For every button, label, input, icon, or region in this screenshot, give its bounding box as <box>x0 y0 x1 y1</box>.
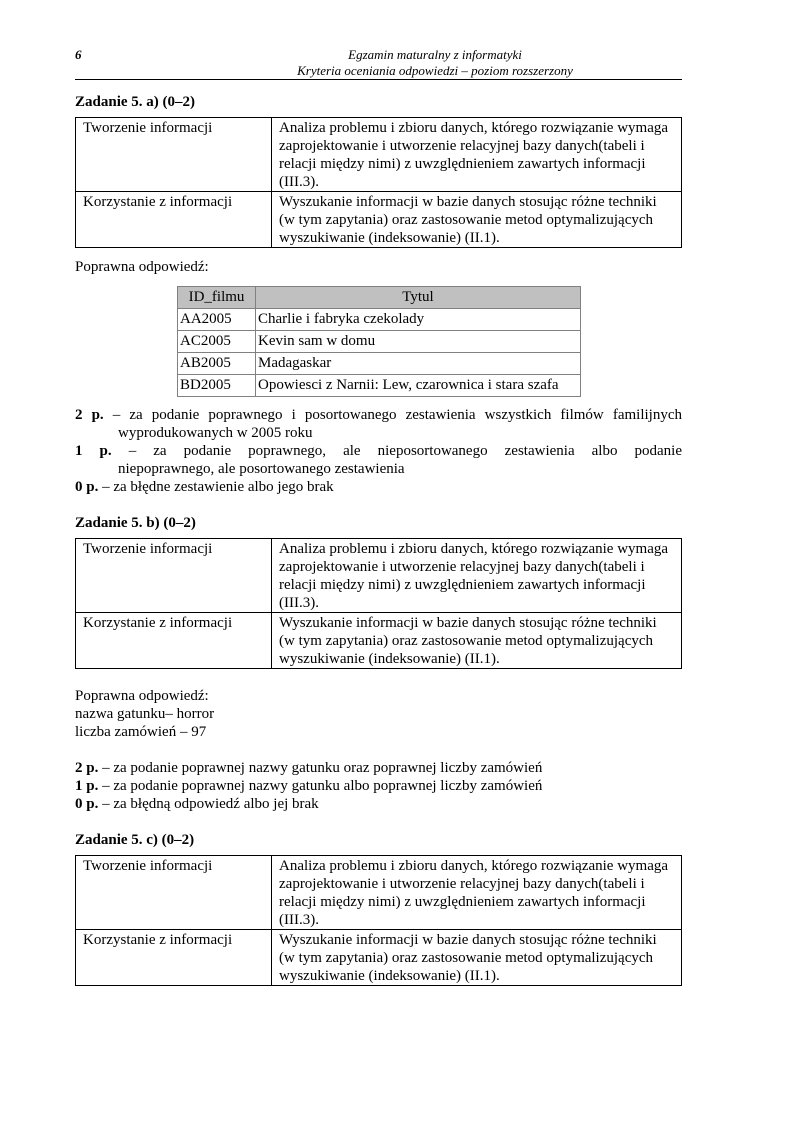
scoring-points: 0 p. <box>75 796 99 812</box>
page-content <box>75 93 682 986</box>
scoring-continuation: niepoprawnego, ale posortowanego zestawienia <box>118 461 405 477</box>
film-title: Charlie i fabryka czekolady <box>256 309 581 331</box>
criteria-label: Tworzenie informacji <box>76 118 272 192</box>
scoring-text: – za podanie poprawnego, ale nieposortowanego zestawienia albo podanie <box>111 443 683 459</box>
scoring-points: 0 p. <box>75 479 99 495</box>
answer-line: nazwa gatunku– horror <box>75 706 215 722</box>
table-row <box>178 331 581 353</box>
table-row <box>178 353 581 375</box>
scoring-item <box>75 759 682 777</box>
criteria-text: Wyszukanie informacji w bazie danych stosując różne techniki (w tym zapytania) oraz zastosowanie metod optymalizujących wyszukiwanie (indeksowanie) (II.1). <box>272 613 682 669</box>
scoring-text: – za błędne zestawienie albo jego brak <box>98 479 334 495</box>
task-title: Zadanie 5. b) (0–2) <box>75 515 196 531</box>
criteria-text: Analiza problemu i zbioru danych, którego rozwiązanie wymaga zaprojektowanie i utworzenie relacyjnej bazy danych(tabeli i relacji między nimi) z uwzględnieniem zawartych informacji (III.3). <box>272 118 682 192</box>
scoring-item <box>75 442 682 478</box>
film-id: AA2005 <box>178 309 256 331</box>
column-header-id: ID_filmu <box>178 287 256 309</box>
scoring-item <box>75 478 682 496</box>
criteria-row <box>76 930 682 986</box>
task-title: Zadanie 5. c) (0–2) <box>75 832 195 848</box>
header-divider <box>75 79 682 80</box>
film-id: AB2005 <box>178 353 256 375</box>
criteria-table <box>75 117 682 248</box>
criteria-label: Korzystanie z informacji <box>76 192 272 248</box>
column-header-title: Tytul <box>256 287 581 309</box>
answer-block <box>75 687 682 741</box>
film-title: Opowiesci z Narnii: Lew, czarownica i stara szafa <box>256 375 581 397</box>
scoring-points: 1 p. <box>75 443 112 459</box>
film-id: AC2005 <box>178 331 256 353</box>
scoring-text: – za podanie poprawnej nazwy gatunku oraz poprawnej liczby zamówień <box>98 760 543 776</box>
criteria-text: Wyszukanie informacji w bazie danych stosując różne techniki (w tym zapytania) oraz zastosowanie metod optymalizujących wyszukiwanie (indeksowanie) (II.1). <box>272 930 682 986</box>
films-header-row <box>178 287 581 309</box>
criteria-text: Wyszukanie informacji w bazie danych stosując różne techniki (w tym zapytania) oraz zastosowanie metod optymalizujących wyszukiwanie (indeksowanie) (II.1). <box>272 192 682 248</box>
criteria-row <box>76 118 682 192</box>
task-5a <box>75 93 682 496</box>
task-5b <box>75 514 682 813</box>
scoring-points: 1 p. <box>75 778 99 794</box>
criteria-row <box>76 192 682 248</box>
film-id: BD2005 <box>178 375 256 397</box>
scoring-item <box>75 406 682 442</box>
films-table <box>177 286 581 397</box>
header-subtitle: Kryteria oceniania odpowiedzi – poziom rozszerzony <box>297 63 573 78</box>
answer-line: liczba zamówień – 97 <box>75 724 207 740</box>
task-title: Zadanie 5. a) (0–2) <box>75 94 195 110</box>
criteria-row <box>76 539 682 613</box>
scoring-line <box>75 406 682 424</box>
criteria-label: Tworzenie informacji <box>76 539 272 613</box>
scoring-text: – za podanie poprawnej nazwy gatunku albo poprawnej liczby zamówień <box>98 778 543 794</box>
scoring-text: – za błędną odpowiedź albo jej brak <box>98 796 319 812</box>
criteria-label: Korzystanie z informacji <box>76 613 272 669</box>
page-header <box>150 47 720 79</box>
header-exam-title: Egzamin maturalny z informatyki <box>348 47 522 62</box>
criteria-table <box>75 855 682 986</box>
table-row <box>178 309 581 331</box>
scoring-continuation: wyprodukowanych w 2005 roku <box>118 425 313 441</box>
answer-label: Poprawna odpowiedź: <box>75 259 209 275</box>
film-title: Kevin sam w domu <box>256 331 581 353</box>
criteria-table <box>75 538 682 669</box>
film-title: Madagaskar <box>256 353 581 375</box>
criteria-text: Analiza problemu i zbioru danych, którego rozwiązanie wymaga zaprojektowanie i utworzenie relacyjnej bazy danych(tabeli i relacji między nimi) z uwzględnieniem zawartych informacji (III.3). <box>272 856 682 930</box>
task-5c <box>75 831 682 986</box>
scoring-text: – za podanie poprawnego i posortowanego zestawienia wszystkich filmów familijnych <box>103 407 682 423</box>
scoring-list <box>75 759 682 813</box>
criteria-label: Tworzenie informacji <box>76 856 272 930</box>
scoring-item <box>75 777 682 795</box>
scoring-points: 2 p. <box>75 407 104 423</box>
scoring-line <box>75 442 682 460</box>
criteria-label: Korzystanie z informacji <box>76 930 272 986</box>
scoring-points: 2 p. <box>75 760 99 776</box>
table-row <box>178 375 581 397</box>
scoring-item <box>75 795 682 813</box>
page-number: 6 <box>75 47 82 62</box>
criteria-row <box>76 856 682 930</box>
criteria-row <box>76 613 682 669</box>
scoring-list <box>75 406 682 496</box>
criteria-text: Analiza problemu i zbioru danych, którego rozwiązanie wymaga zaprojektowanie i utworzenie relacyjnej bazy danych(tabeli i relacji między nimi) z uwzględnieniem zawartych informacji (III.3). <box>272 539 682 613</box>
scoring-line <box>75 479 334 495</box>
answer-label: Poprawna odpowiedź: <box>75 688 209 704</box>
